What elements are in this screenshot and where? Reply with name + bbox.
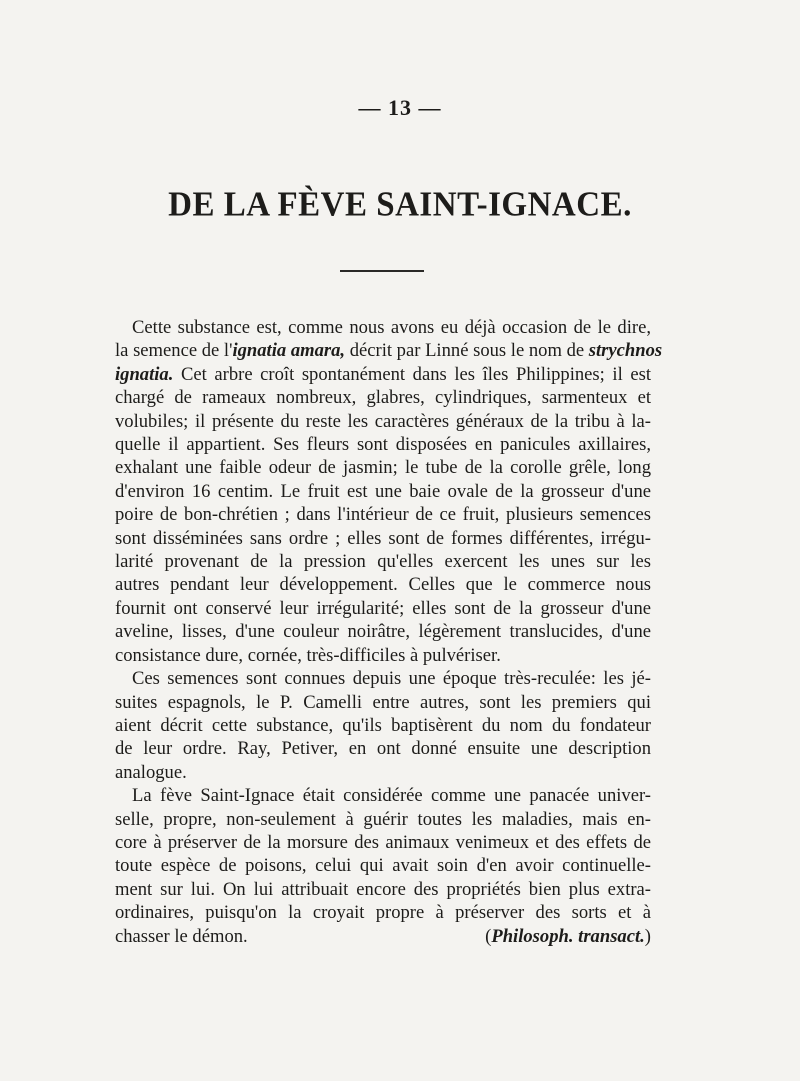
page-number: — 13 — — [358, 95, 442, 120]
text-line: ordinaires, puisqu'on la croyait propre à préserver des sorts et à — [115, 902, 651, 924]
paragraph-3 — [115, 784, 651, 948]
text-line: de leur ordre. Ray, Petiver, en ont donné ensuite une description — [115, 738, 651, 760]
chapter-title: DE LA FÈVE SAINT-IGNACE. — [168, 186, 632, 224]
latin-name: strychnos — [588, 340, 663, 362]
text-line: autres pendant leur développement. Celles que le commerce nous — [115, 574, 651, 596]
body-text — [115, 316, 663, 948]
latin-name: ignatia. — [115, 363, 174, 385]
text-line: sont disséminées sans ordre ; elles sont de formes différentes, irrégu- — [115, 527, 651, 549]
text-line: poire de bon-chrétien ; dans l'intérieur de ce fruit, plusieurs semences — [115, 504, 651, 526]
text-line: core à préserver de la morsure des animaux venimeux et des effets de — [115, 831, 651, 853]
latin-name: ignatia amara, — [232, 340, 346, 362]
text-line: La fève Saint-Ignace était considérée comme une panacée univer- — [132, 785, 651, 807]
text-line: ment sur lui. On lui attribuait encore des propriétés bien plus extra- — [115, 878, 651, 900]
text-line: fournit ont conservé leur irrégularité; elles sont de la grosseur d'une — [115, 597, 651, 619]
text-line: d'environ 16 centim. Le fruit est une baie ovale de la grosseur d'une — [115, 480, 651, 502]
text-line: chargé de rameaux nombreux, glabres, cylindriques, sarmenteux et — [115, 387, 651, 409]
citation: (Philosoph. transact.) — [485, 925, 651, 947]
text-line: quelle il appartient. Ses fleurs sont disposées en panicules axillaires, — [115, 434, 651, 456]
text-line: toute espèce de poisons, celui qui avait soin d'en avoir continuelle- — [115, 855, 651, 877]
text-line: chasser le démon. (Philosoph. transact.) — [115, 925, 651, 947]
text-line: exhalant une faible odeur de jasmin; le tube de la corolle grêle, long — [115, 457, 651, 479]
text-line: aveline, lisses, d'une couleur noirâtre, légèrement translucides, d'une — [115, 621, 651, 643]
text-line: Cette substance est, comme nous avons eu déjà occasion de le dire, — [132, 317, 651, 338]
title-divider — [340, 270, 424, 272]
text-line: aient décrit cette substance, qu'ils baptisèrent du nom du fondateur — [115, 714, 651, 736]
paragraph-1 — [115, 316, 663, 667]
text-line: volubiles; il présente du reste les caractères généraux de la tribu à la- — [115, 410, 651, 432]
text-line: analogue. — [115, 761, 187, 783]
text-line: suites espagnols, le P. Camelli entre autres, sont les premiers qui — [115, 691, 651, 713]
text-line: Ces semences sont connues depuis une époque très-reculée: les jé- — [132, 668, 651, 690]
text-line: selle, propre, non-seulement à guérir toutes les maladies, mais en- — [115, 808, 651, 830]
paragraph-2 — [115, 667, 651, 784]
text-line: consistance dure, cornée, très-difficiles à pulvériser. — [115, 644, 501, 666]
text-line: ignatia. Cet arbre croît spontanément dans les îles Philippines; il est — [115, 363, 651, 385]
text-line: la semence de l'ignatia amara, décrit par Linné sous le nom de strychnos — [115, 340, 663, 362]
text-line: larité provenant de la pression qu'elles exercent les unes sur les — [115, 551, 651, 573]
